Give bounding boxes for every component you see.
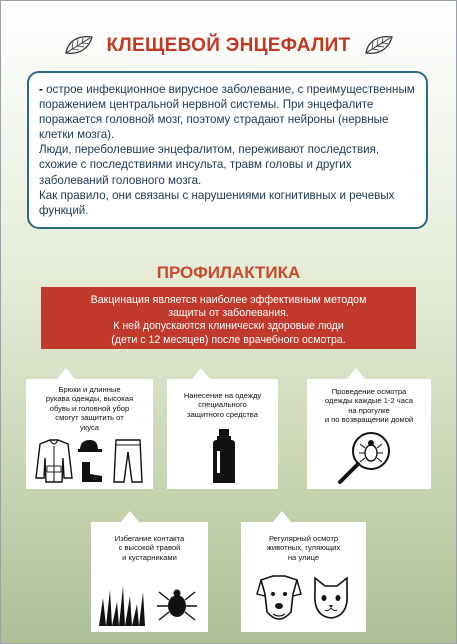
card-grass — [91, 522, 208, 632]
card-line: защитного средства — [187, 409, 258, 419]
section-title: ПРОФИЛАКТИКА — [156, 263, 301, 282]
lead-dash: - — [39, 83, 43, 96]
card-line: специального — [198, 400, 247, 410]
card-line: с высокой травой — [118, 543, 181, 553]
card-line: Брюки и длинные — [58, 385, 121, 394]
definition-box — [27, 71, 428, 229]
card-text — [95, 534, 204, 562]
card-line: обувь и головной убор — [49, 403, 130, 413]
card-repellent — [167, 379, 278, 489]
card-line: и по возвращении домой — [324, 415, 414, 425]
vaccination-banner — [41, 287, 416, 349]
card-text — [30, 385, 149, 432]
card-pointer — [192, 368, 210, 379]
card-line: на прогулке — [348, 405, 390, 415]
clothing-icon — [32, 434, 150, 486]
card-line: Регулярный осмотр — [268, 534, 339, 543]
leaf-icon — [364, 34, 394, 56]
page-title: КЛЕЩЕВОЙ ЭНЦЕФАЛИТ — [106, 35, 351, 56]
card-line: животных, гуляющих — [266, 543, 341, 553]
banner-line: Вакцинация является наиболее эффективным методом — [90, 294, 367, 306]
card-line: и кустарниками — [122, 552, 177, 562]
banner-line: защиты от заболевания. — [168, 307, 289, 320]
repellent-spray-icon — [207, 429, 241, 485]
card-line: одежды каждые 1-2 часа — [324, 396, 413, 406]
card-line: на улице — [287, 552, 320, 562]
card-line: Избегание контакта — [114, 534, 185, 543]
card-text — [245, 534, 362, 562]
card-animals — [241, 522, 366, 632]
card-pointer — [273, 511, 291, 522]
card-text — [171, 391, 274, 419]
card-pointer — [121, 511, 139, 522]
definition-paragraph-3: Как правило, они связаны с нарушениями когнитивных и речевых функций. — [39, 188, 395, 217]
definition-text: острое инфекционное вирусное заболевание, с преимущественным поражением центральной нервной системы. При энцефалите поражается головной мозг, поэтому страдают нейроны (нервные клетки мозга). — [39, 83, 415, 142]
card-text — [311, 387, 427, 425]
card-line: Проведение осмотра — [331, 387, 407, 396]
card-pointer — [347, 368, 365, 379]
card-line: рукава одежды, высокая — [45, 394, 134, 404]
title-row — [1, 31, 456, 63]
definition-paragraph-1 — [39, 82, 418, 142]
card-line: укуса — [80, 422, 99, 432]
definition-paragraph-2: Люди, переболевшие энцефалитом, переживают последствия, схожие с последствиями инсульта, травм головы и других заболеваний головного мозга. — [39, 143, 380, 187]
card-line: Нанесение на одежду — [183, 391, 262, 400]
card-clothing — [26, 379, 153, 489]
banner-line: (дети с 12 месяцев) после врачебного осмотра. — [111, 333, 346, 346]
magnifier-tick-icon — [335, 429, 397, 487]
card-inspection — [307, 379, 431, 489]
card-pointer — [57, 368, 75, 379]
card-line: смогут защитить от — [55, 413, 124, 423]
banner-line: К ней допускаются клинически здоровые люди — [113, 320, 344, 333]
dog-cat-icon — [251, 572, 357, 628]
grass-tick-icon — [97, 578, 203, 628]
